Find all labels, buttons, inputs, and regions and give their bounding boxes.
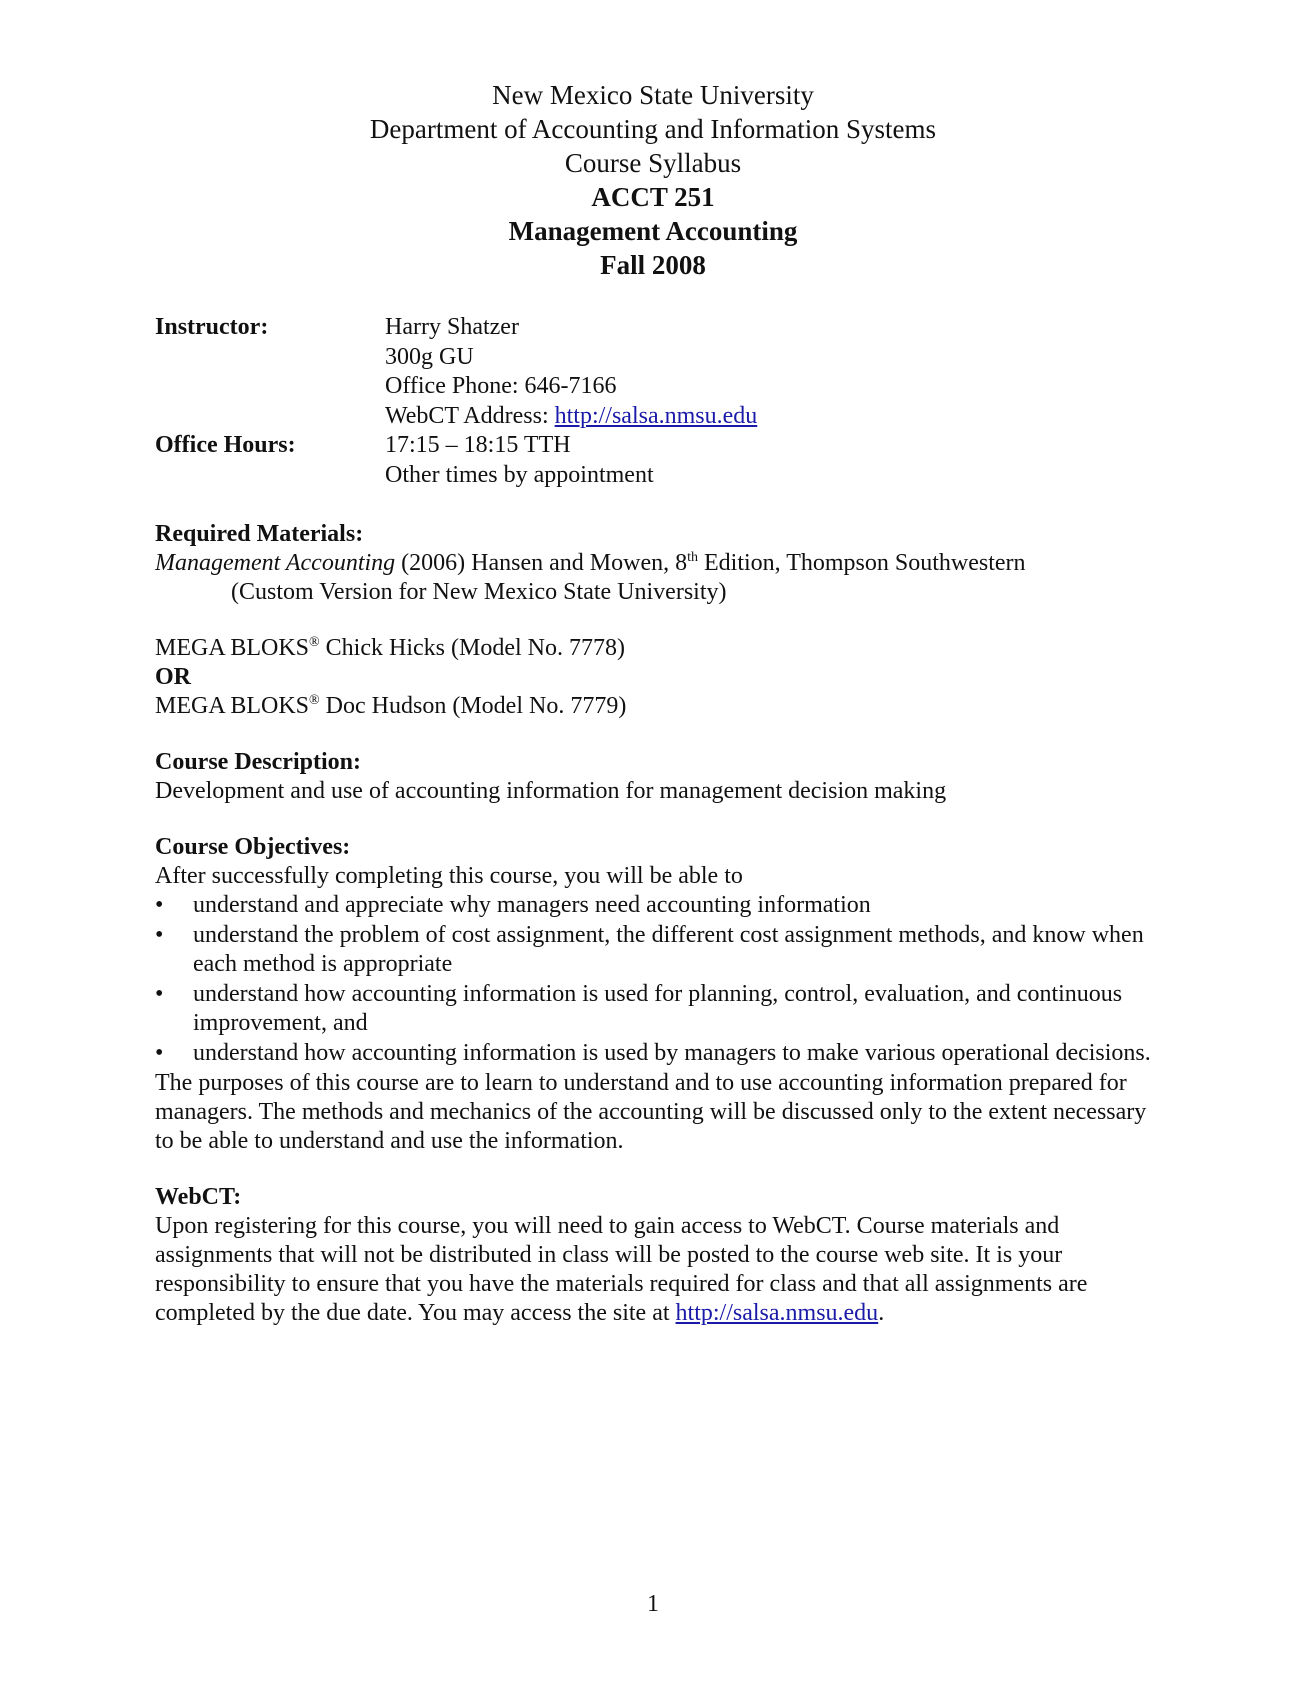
webct-paragraph	[155, 1212, 1165, 1328]
required-materials-section	[155, 520, 1165, 721]
textbook-title: Management Accounting	[155, 550, 396, 576]
course-code: ACCT 251	[591, 182, 715, 212]
webct-text: Upon registering for this course, you will need to gain access to WebCT. Course materials and assignments that will not be distributed in class will be posted to the course web site. It is your responsibility to ensure that you have the materials required for class and that all assignments are completed by the due date. You may access the site at	[155, 1213, 1088, 1326]
office-hours-details	[385, 431, 654, 490]
course-term: Fall 2008	[600, 250, 706, 280]
option-1-brand: MEGA BLOKS	[155, 635, 310, 661]
webct-address-label: WebCT Address:	[385, 402, 555, 429]
webct-section	[155, 1183, 1165, 1328]
course-description-text: Development and use of accounting information for management decision making	[155, 778, 947, 804]
syllabus-body	[155, 313, 1165, 1328]
registered-mark-icon: ®	[309, 635, 320, 650]
objective-text: understand the problem of cost assignment, the different cost assignment methods, and know when each method is appropriate	[193, 922, 1144, 977]
edition-superscript: th	[687, 550, 698, 565]
objective-text: understand and appreciate why managers need accounting information	[193, 892, 871, 918]
textbook-custom-note: (Custom Version for New Mexico State University)	[231, 579, 727, 605]
document-type: Course Syllabus	[564, 148, 742, 178]
course-name: Management Accounting	[508, 216, 798, 246]
webct-site-link[interactable]: http://salsa.nmsu.edu	[675, 1300, 879, 1326]
instructor-webct	[385, 402, 757, 432]
course-description-section	[155, 748, 1165, 806]
office-hours-info	[155, 431, 1165, 490]
department-name: Department of Accounting and Information Systems	[369, 114, 937, 144]
instructor-label: Instructor:	[155, 314, 269, 340]
objective-text: understand how accounting information is used by managers to make various operational decisions.	[193, 1040, 1151, 1066]
material-option-2	[155, 692, 1165, 721]
document-header	[0, 78, 1306, 282]
option-2-brand: MEGA BLOKS	[155, 693, 310, 719]
registered-mark-icon: ®	[309, 693, 320, 708]
instructor-name: Harry Shatzer	[385, 314, 519, 340]
instructor-details	[385, 313, 757, 431]
bullet-icon: •	[155, 981, 164, 1007]
course-objectives-title: Course Objectives:	[155, 834, 351, 860]
option-1-item: Chick Hicks (Model No. 7778)	[319, 635, 625, 661]
list-item	[155, 1039, 1165, 1068]
list-item	[155, 980, 1165, 1038]
office-hours-other: Other times by appointment	[385, 461, 654, 488]
instructor-phone: Office Phone: 646-7166	[385, 373, 617, 399]
textbook-edition: Edition, Thompson Southwestern	[698, 550, 1026, 576]
bullet-icon: •	[155, 1040, 164, 1066]
course-description-title: Course Description:	[155, 749, 361, 775]
course-objectives-closing: The purposes of this course are to learn to understand and to use accounting information prepared for managers. The methods and mechanics of the accounting will be discussed only to the extent necessary to be able to understand and use the information.	[155, 1070, 1147, 1154]
bullet-icon: •	[155, 922, 164, 948]
option-2-item: Doc Hudson (Model No. 7779)	[319, 693, 627, 719]
list-item	[155, 891, 1165, 920]
objectives-list	[155, 891, 1165, 1068]
webct-title: WebCT:	[155, 1184, 242, 1210]
office-hours-label: Office Hours:	[155, 432, 296, 458]
webct-address-link[interactable]: http://salsa.nmsu.edu	[554, 402, 758, 429]
page-number: 1	[647, 1591, 659, 1617]
instructor-info	[155, 313, 1165, 431]
or-label: OR	[155, 664, 191, 690]
textbook-details: (2006) Hansen and Mowen, 8	[395, 550, 688, 576]
objective-text: understand how accounting information is used for planning, control, evaluation, and continuous improvement, and	[193, 981, 1123, 1036]
textbook-line	[155, 549, 1165, 578]
course-objectives-intro: After successfully completing this course, you will be able to	[155, 863, 743, 889]
university-name: New Mexico State University	[492, 80, 814, 110]
list-item	[155, 921, 1165, 979]
office-hours-time: 17:15 – 18:15 TTH	[385, 432, 571, 458]
instructor-office: 300g GU	[385, 343, 474, 370]
material-option-1	[155, 634, 1165, 663]
webct-suffix: .	[878, 1300, 885, 1326]
course-objectives-section	[155, 833, 1165, 1156]
required-materials-title: Required Materials:	[155, 521, 364, 547]
bullet-icon: •	[155, 892, 164, 918]
